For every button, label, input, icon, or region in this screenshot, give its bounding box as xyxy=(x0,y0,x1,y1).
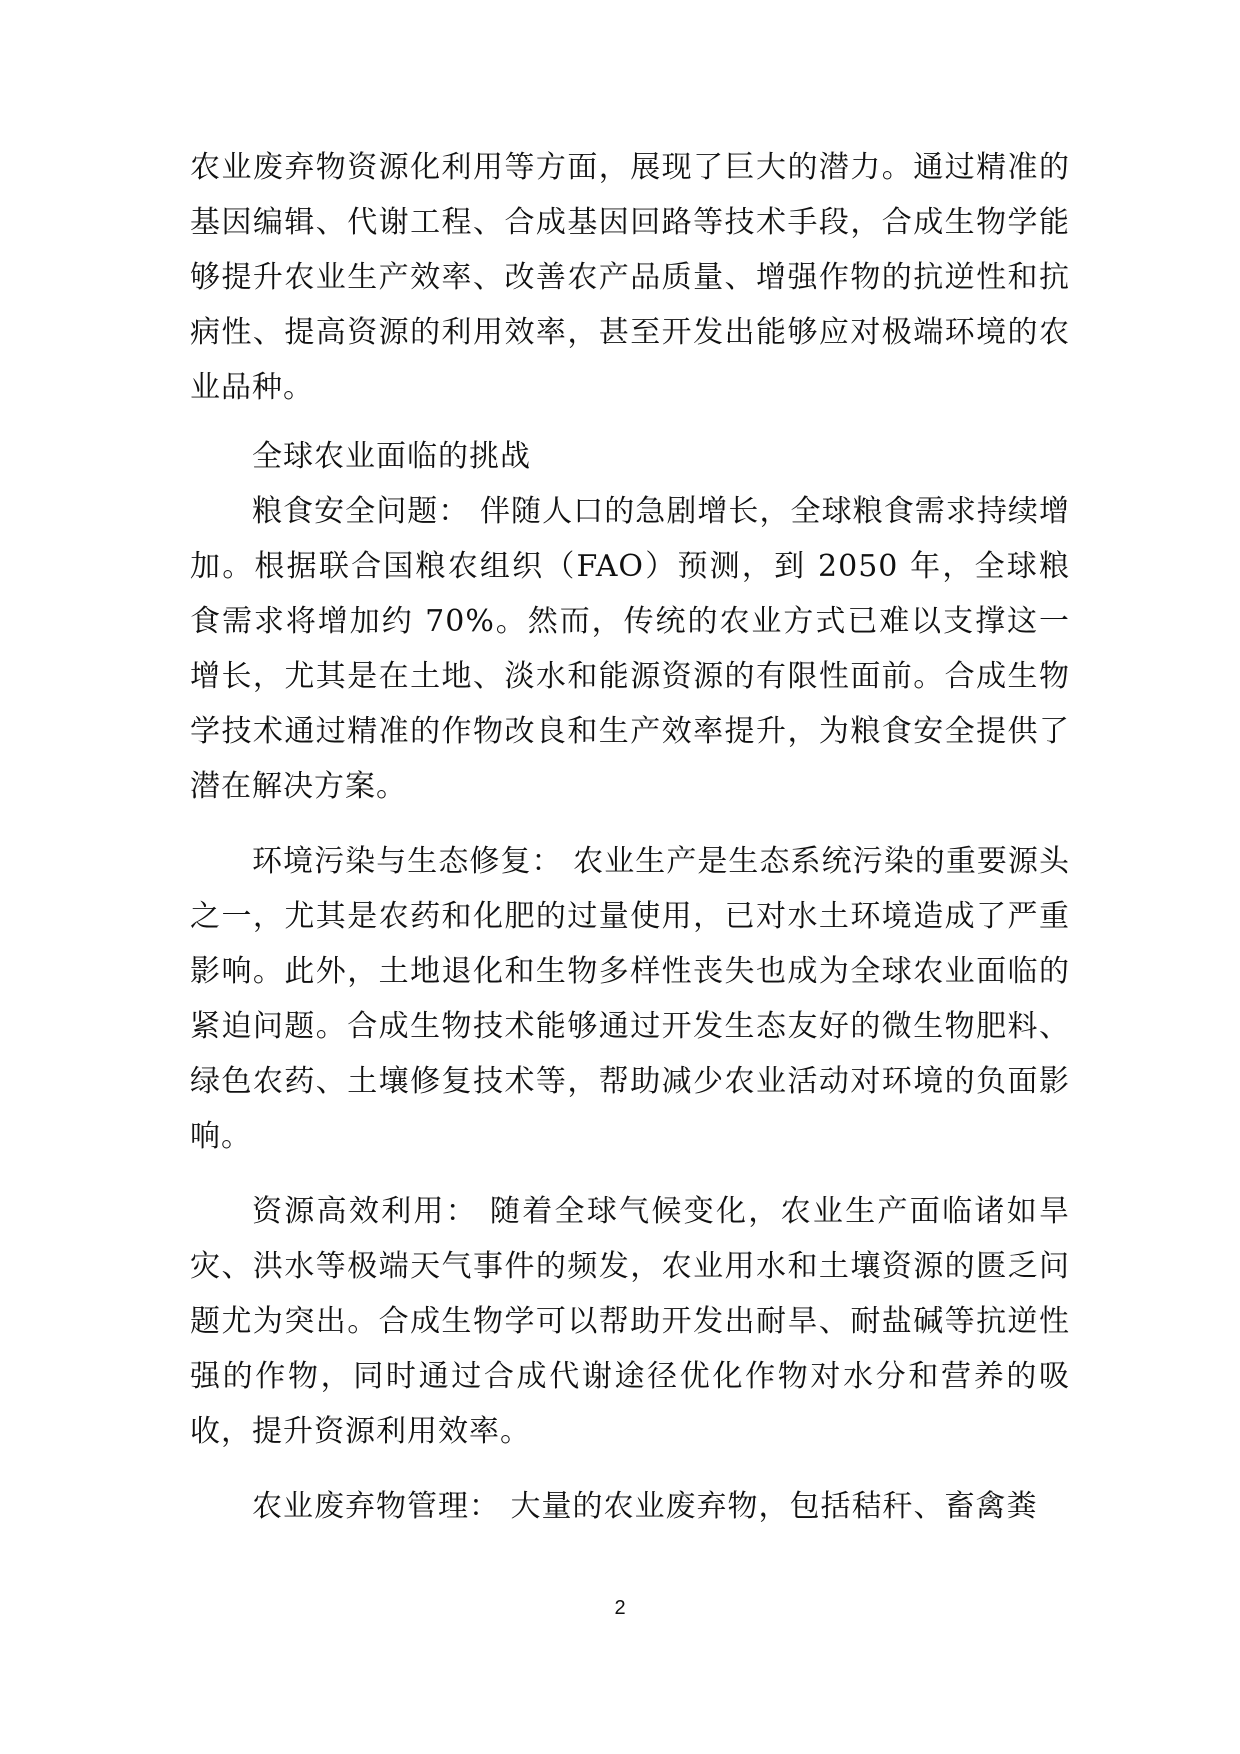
paragraph-resources: 资源高效利用： 随着全球气候变化，农业生产面临诸如旱灾、洪水等极端天气事件的频发，农业用水和土壤资源的匮乏问题尤为突出。合成生物学可以帮助开发出耐旱、耐盐碱等抗逆性强的作物，同时通过合成代谢途径优化作物对水分和营养的吸收，提升资源利用效率。 xyxy=(190,1194,1070,1449)
paragraph-environment: 环境污染与生态修复： 农业生产是生态系统污染的重要源头之一，尤其是农药和化肥的过量使用，已对水土环境造成了严重影响。此外，土地退化和生物多样性丧失也成为全球农业面临的紧迫问题。合成生物技术能够通过开发生态友好的微生物肥料、绿色农药、土壤修复技术等，帮助减少农业活动对环境的负面影响。 xyxy=(190,844,1070,1154)
body-text xyxy=(190,140,1070,1534)
paragraph-food-security: 粮食安全问题： 伴随人口的急剧增长，全球粮食需求持续增加。根据联合国粮农组织（FAO）预测，到 2050 年，全球粮食需求将增加约 70%。然而，传统的农业方式已难以支撑这一增长，尤其是在土地、淡水和能源资源的有限性面前。合成生物学技术通过精准的作物改良和生产效率提升，为粮食安全提供了潜在解决方案。 xyxy=(190,494,1070,804)
page-number: 2 xyxy=(614,1597,626,1619)
paragraph-intro-continuation: 农业废弃物资源化利用等方面，展现了巨大的潜力。通过精准的基因编辑、代谢工程、合成基因回路等技术手段，合成生物学能够提升农业生产效率、改善农产品质量、增强作物的抗逆性和抗病性、提高资源的利用效率，甚至开发出能够应对极端环境的农业品种。 xyxy=(190,150,1070,405)
section-heading: 全球农业面临的挑战 xyxy=(252,439,531,474)
paragraph-waste-management: 农业废弃物管理： 大量的农业废弃物，包括秸秆、畜禽粪 xyxy=(252,1489,1038,1524)
